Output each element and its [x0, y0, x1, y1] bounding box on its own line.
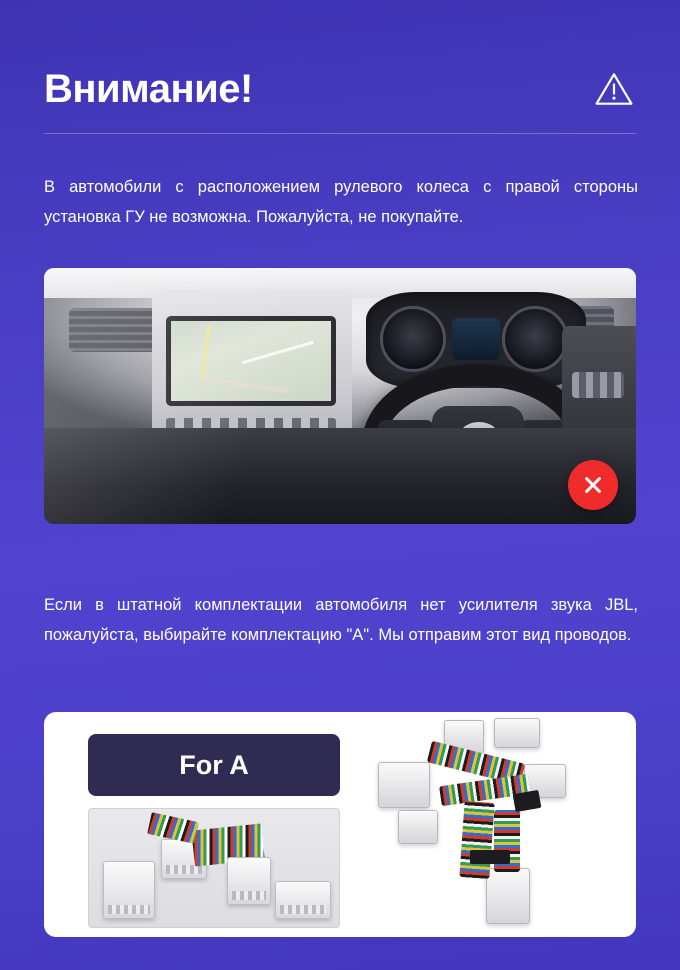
warning-triangle-icon	[592, 67, 636, 111]
page-title: Внимание!	[44, 67, 253, 111]
option-a-badge	[88, 734, 340, 796]
dashboard-illustration	[44, 268, 636, 524]
option-a-label: For A	[179, 749, 249, 780]
connector-wide	[275, 881, 331, 919]
warning-paragraph-1: В автомобили с расположением рулевого колеса с правой стороны установка ГУ не возможна. Пожалуйста, не покупайте.	[44, 178, 638, 226]
speedometer-gauge	[502, 306, 568, 372]
harness-tape-wrap-lower	[470, 850, 510, 864]
connector-closeup-photo	[88, 808, 340, 928]
navigation-screen	[166, 316, 336, 406]
harness-connector-left	[378, 762, 430, 808]
connector-grey	[227, 857, 271, 905]
wiring-harness-photo	[374, 718, 624, 930]
connector-pins	[108, 905, 150, 914]
harness-connector-left-lower	[398, 810, 438, 844]
page-header	[44, 48, 636, 130]
tachometer-gauge	[380, 306, 446, 372]
connector-white-large	[103, 861, 155, 919]
header-divider	[44, 133, 636, 134]
wire-bundle-left	[147, 812, 199, 843]
connector-pins	[280, 905, 326, 914]
window-switches	[572, 372, 624, 398]
wiring-option-card	[44, 712, 636, 937]
lower-console	[44, 428, 636, 524]
car-interior-photo	[44, 268, 636, 524]
warning-paragraph-2: Если в штатной комплектации автомобиля нет усилителя звука JBL, пожалуйста, выбирайте комплектацию "A". Мы отправим этот вид проводов.	[44, 596, 638, 644]
cross-mark-icon	[568, 460, 618, 510]
harness-wire-down	[459, 801, 494, 879]
connector-pins	[232, 891, 266, 900]
cluster-display	[452, 318, 500, 360]
harness-connector-top-mid	[494, 718, 540, 748]
harness-connector-bottom	[486, 868, 530, 924]
harness-tape-wrap	[513, 790, 542, 812]
